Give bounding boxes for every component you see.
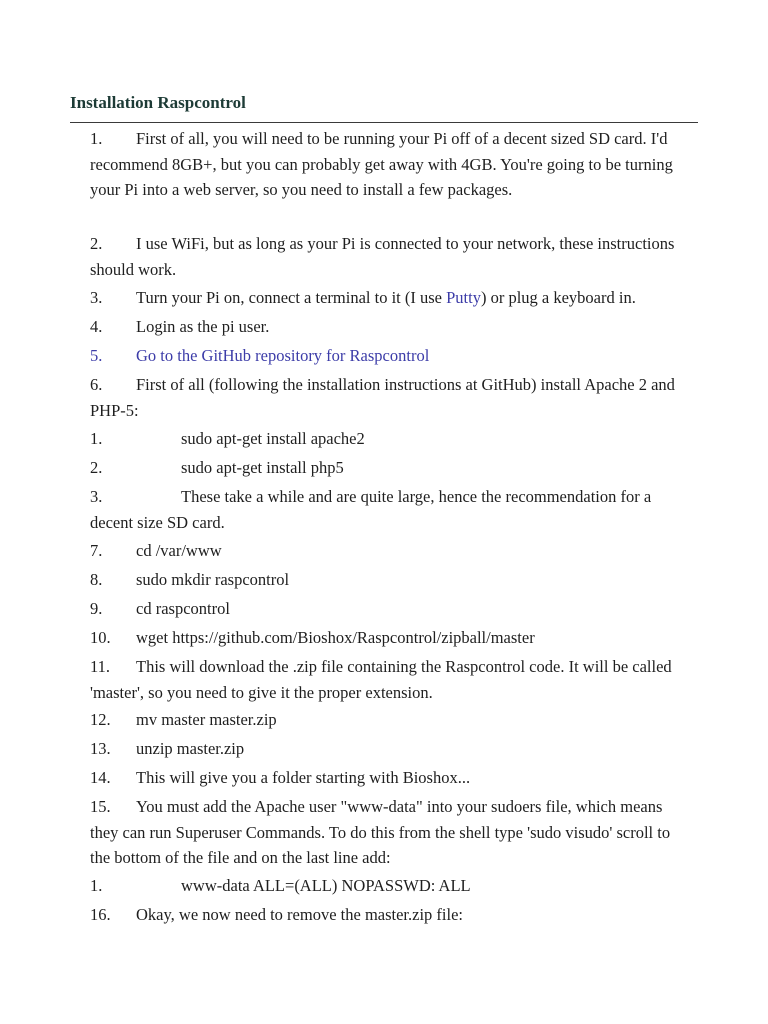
item-number: 5.: [90, 346, 103, 365]
item-number: 16.: [90, 905, 111, 924]
list-item: [90, 596, 680, 622]
item-text: These take a while and are quite large, hence the recommendation for a decent size SD card.: [90, 487, 652, 532]
item-text: cd raspcontrol: [136, 599, 230, 618]
item-number: 2.: [90, 234, 103, 253]
item-number: 12.: [90, 710, 111, 729]
list-item: [90, 372, 680, 423]
sub-list-item: [90, 455, 680, 481]
list-item: [90, 343, 680, 369]
item-number: 10.: [90, 628, 111, 647]
item-text: Login as the pi user.: [136, 317, 270, 336]
list-item: [90, 538, 680, 564]
list-item: [90, 231, 680, 282]
item-number: 15.: [90, 797, 111, 816]
item-text: ) or plug a keyboard in.: [480, 288, 636, 307]
item-number: 8.: [90, 570, 103, 589]
item-number: 14.: [90, 768, 111, 787]
item-number: 6.: [90, 375, 103, 394]
item-number: 9.: [90, 599, 103, 618]
item-text: cd /var/www: [136, 541, 222, 560]
item-number: 13.: [90, 739, 111, 758]
list-item: [90, 794, 680, 871]
item-text: unzip master.zip: [136, 739, 245, 758]
item-text: wget https://github.com/Bioshox/Raspcontrol/zipball/master: [136, 628, 535, 647]
item-number: 11.: [90, 657, 111, 676]
item-number: 3.: [90, 288, 103, 307]
item-text: sudo apt-get install apache2: [181, 429, 365, 448]
list-item: [90, 126, 680, 203]
item-text: Turn your Pi on, connect a terminal to it (I use: [136, 288, 447, 307]
item-text: This will download the .zip file containing the Raspcontrol code. It will be called 'master', so you need to give it the proper extension.: [90, 657, 672, 702]
list-item: [90, 736, 680, 762]
item-text: sudo mkdir raspcontrol: [136, 570, 290, 589]
list-item: [90, 314, 680, 340]
list-item: [90, 902, 680, 928]
item-number: 2.: [90, 458, 103, 477]
item-text: You must add the Apache user "www-data" into your sudoers file, which means they can run Superuser Commands. To do this from the shell type 'sudo visudo' scroll to the bottom of the file and on the last line add:: [90, 797, 671, 867]
title-divider: [70, 122, 698, 123]
item-text: This will give you a folder starting with Bioshox...: [136, 768, 471, 787]
list-item: [90, 567, 680, 593]
item-number: 1.: [90, 876, 103, 895]
item-number: 1.: [90, 429, 103, 448]
list-item: [90, 707, 680, 733]
item-number: 7.: [90, 541, 103, 560]
item-text: www-data ALL=(ALL) NOPASSWD: ALL: [181, 876, 471, 895]
item-text: I use WiFi, but as long as your Pi is connected to your network, these instructions should work.: [90, 234, 675, 279]
page-title: Installation Raspcontrol: [70, 93, 246, 112]
sub-list-item: [90, 873, 680, 899]
list-item: [90, 625, 680, 651]
github-repository-link[interactable]: Go to the GitHub repository for Raspcontrol: [136, 346, 430, 365]
list-item: [90, 765, 680, 791]
putty-link[interactable]: Putty: [446, 288, 481, 307]
list-item: [90, 654, 680, 705]
item-number: 3.: [90, 487, 103, 506]
item-text: Okay, we now need to remove the master.zip file:: [136, 905, 463, 924]
item-text: mv master master.zip: [136, 710, 277, 729]
item-number: 1.: [90, 129, 103, 148]
sub-list-item: [90, 426, 680, 452]
sub-list-item: [90, 484, 680, 535]
list-item: [90, 285, 680, 311]
item-text: First of all (following the installation instructions at GitHub) install Apache 2 and PHP-5:: [90, 375, 675, 420]
item-text: sudo apt-get install php5: [181, 458, 344, 477]
item-number: 4.: [90, 317, 103, 336]
item-text: First of all, you will need to be running your Pi off of a decent sized SD card. I'd recommend 8GB+, but you can probably get away with 4GB. You're going to be turning your Pi into a web server, so you need to install a few packages.: [90, 129, 673, 199]
